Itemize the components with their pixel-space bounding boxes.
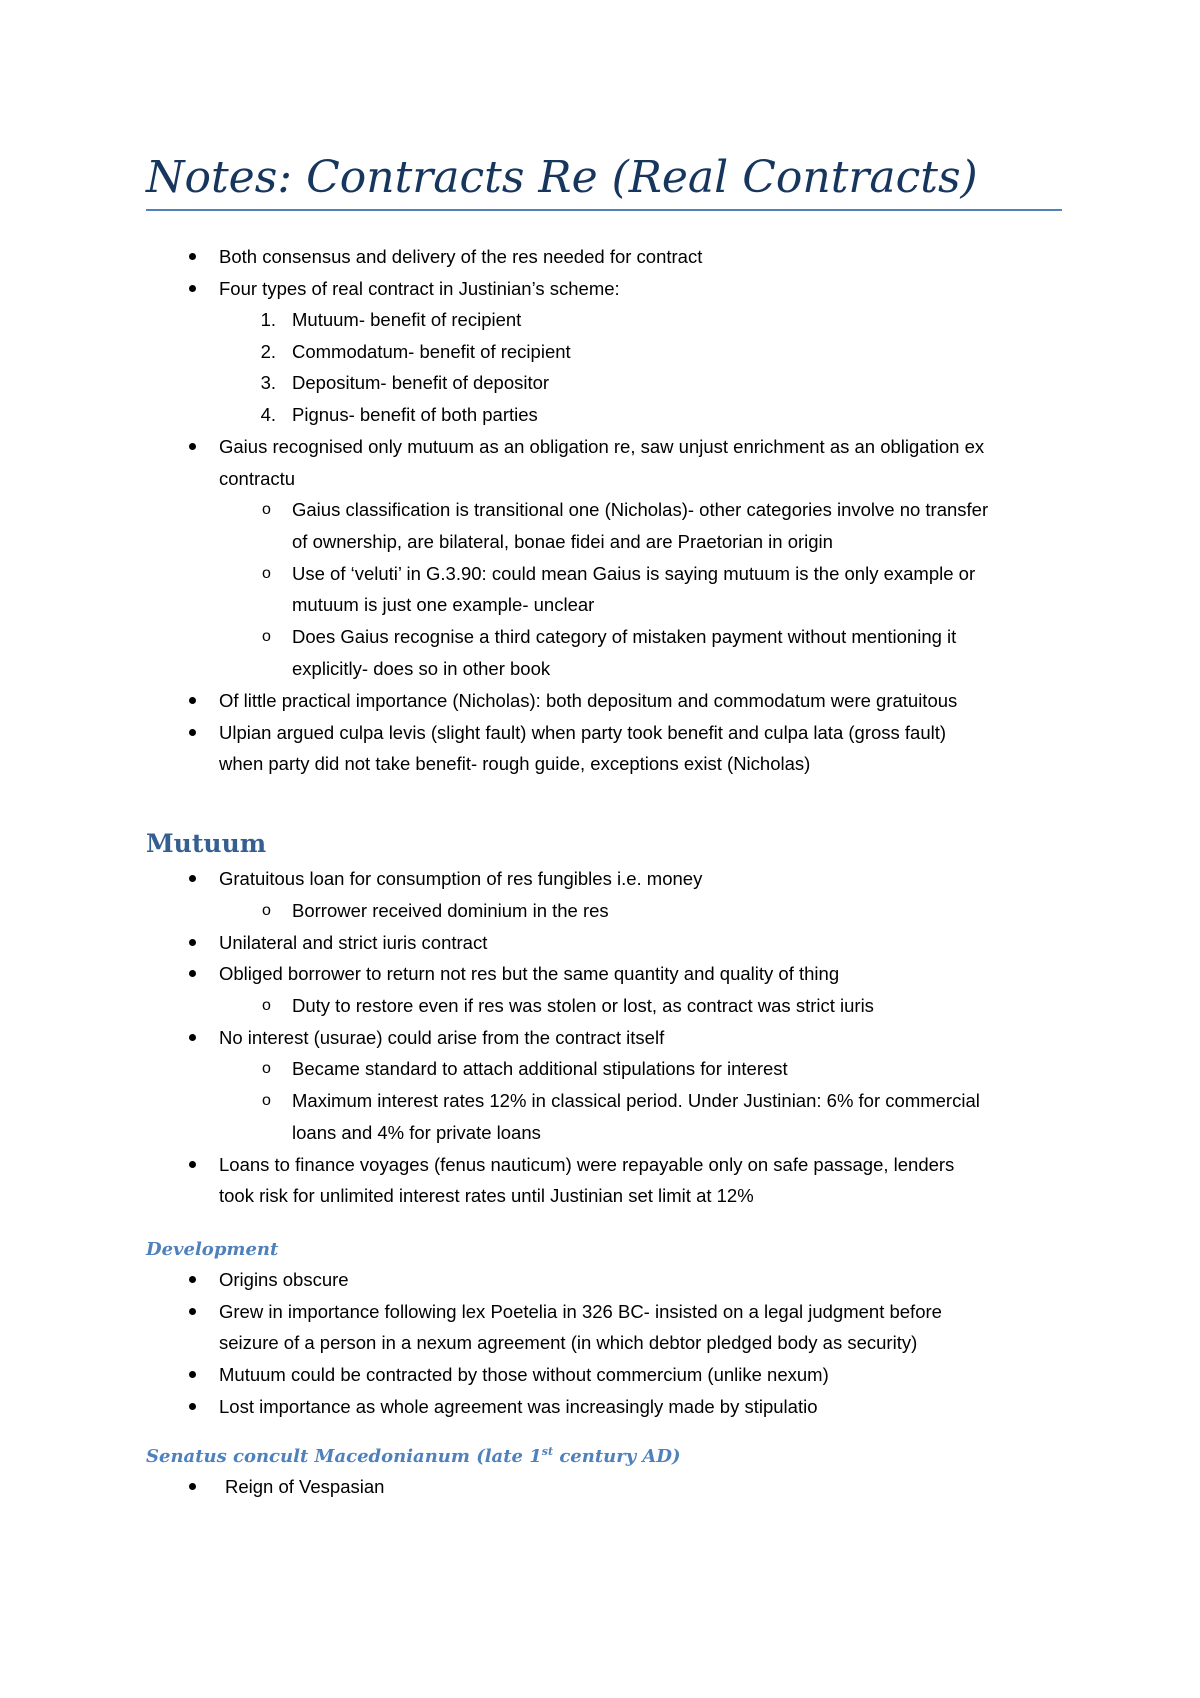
sub-bullet-marker: o [262,997,271,1014]
list-item-continuation: explicitly- does so in other book [292,658,551,679]
list-item: Borrower received dominium in the res [292,900,609,921]
bullet-dot [189,729,196,736]
bullet-dot [189,1403,196,1410]
list-item-continuation: loans and 4% for private loans [292,1122,541,1143]
list-item: Use of ‘veluti’ in G.3.90: could mean Gaius is saying mutuum is the only example or [292,563,976,584]
list-item: Pignus- benefit of both parties [292,404,538,425]
sub-bullet-marker: o [262,902,271,919]
list-item: Commodatum- benefit of recipient [292,341,571,362]
title-underline [146,209,1062,211]
list-item: Ulpian argued culpa levis (slight fault) when party took benefit and culpa lata (gross fault) [219,722,947,743]
bullet-dot [189,1276,196,1283]
bullet-dot [189,443,196,450]
list-item: Mutuum- benefit of recipient [292,309,522,330]
list-item-continuation: when party did not take benefit- rough guide, exceptions exist (Nicholas) [219,753,811,774]
list-item: Of little practical importance (Nicholas): both depositum and commodatum were gratuitous [219,690,958,711]
list-item-continuation: took risk for unlimited interest rates until Justinian set limit at 12% [219,1185,754,1206]
bullet-dot [189,285,196,292]
list-number: 3. [260,372,276,393]
list-item: Gaius recognised only mutuum as an obligation re, saw unjust enrichment as an obligation ex [219,436,985,457]
bullet-dot [189,1034,196,1041]
list-item: Loans to finance voyages (fenus nauticum) were repayable only on safe passage, lenders [219,1154,955,1175]
list-item: No interest (usurae) could arise from the contract itself [219,1027,665,1048]
list-item: Mutuum could be contracted by those without commercium (unlike nexum) [219,1364,829,1385]
list-number: 4. [260,404,276,425]
list-item: Four types of real contract in Justinian’s scheme: [219,278,620,299]
list-item: Depositum- benefit of depositor [292,372,550,393]
list-item: Maximum interest rates 12% in classical period. Under Justinian: 6% for commercial [292,1090,980,1111]
list-number: 1. [260,309,276,330]
subsection-heading-development: Development [146,1239,279,1260]
list-item: Unilateral and strict iuris contract [219,932,488,953]
list-item: Gratuitous loan for consumption of res fungibles i.e. money [219,868,703,889]
bullet-dot [189,939,196,946]
bullet-dot [189,970,196,977]
bullet-dot [189,875,196,882]
list-item: Does Gaius recognise a third category of mistaken payment without mentioning it [292,626,957,647]
list-item: Both consensus and delivery of the res needed for contract [219,246,703,267]
list-item: Reign of Vespasian [225,1476,385,1497]
subsection-heading-senatus [146,1444,681,1470]
bullet-dot [189,1161,196,1168]
sub-bullet-marker: o [262,628,271,645]
sub-bullet-marker: o [262,501,271,518]
bullet-dot [189,1308,196,1315]
heading-text: Senatus concult Macedonianum (late 1 [146,1446,542,1467]
list-item: Lost importance as whole agreement was increasingly made by stipulatio [219,1396,818,1417]
sub-bullet-marker: o [262,1092,271,1109]
list-item-continuation: contractu [219,468,296,489]
sub-bullet-marker: o [262,565,271,582]
bullet-dot [189,1483,196,1490]
bullet-dot [189,253,196,260]
list-item: Origins obscure [219,1269,349,1290]
list-item: Became standard to attach additional stipulations for interest [292,1058,788,1079]
bullet-dot [189,1371,196,1378]
list-item: Gaius classification is transitional one (Nicholas)- other categories involve no transfer [292,499,989,520]
heading-superscript: st [541,1445,554,1458]
list-number: 2. [260,341,276,362]
bullet-dot [189,697,196,704]
heading-text: century AD) [553,1446,681,1467]
list-item-continuation: of ownership, are bilateral, bonae fidei and are Praetorian in origin [292,531,833,552]
list-item: Grew in importance following lex Poetelia in 326 BC- insisted on a legal judgment before [219,1301,942,1322]
page-title: Notes: Contracts Re (Real Contracts) [146,152,978,203]
list-item-continuation: seizure of a person in a nexum agreement (in which debtor pledged body as security) [219,1332,918,1353]
sub-bullet-marker: o [262,1060,271,1077]
list-item-continuation: mutuum is just one example- unclear [292,594,595,615]
list-item: Duty to restore even if res was stolen or lost, as contract was strict iuris [292,995,874,1016]
section-heading-mutuum: Mutuum [146,829,267,858]
list-item: Obliged borrower to return not res but the same quantity and quality of thing [219,963,840,984]
